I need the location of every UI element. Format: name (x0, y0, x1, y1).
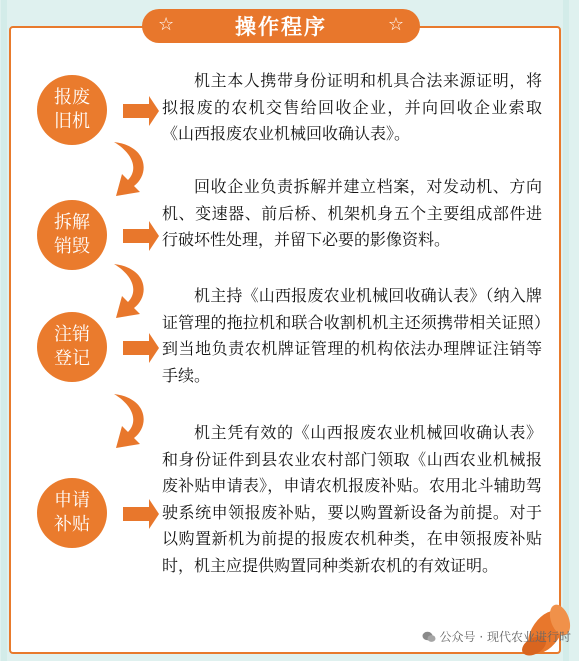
curved-arrow-icon (100, 262, 160, 322)
pointer-arrow-icon (123, 499, 159, 529)
step-label: 注销 (54, 324, 90, 345)
step-description: 机主凭有效的《山西报废农业机械回收确认表》和身份证件到县农业农村部门领取《山西农业机械报废补贴申请表》，申请农机报废补贴。农用北斗辅助驾驶系统申领报废补贴，要以购置新设备为前提。对于以购置新机为前提的报废农机种类，在申领报废补贴时，机主应提供购置同种类新农机的有效证明。 (162, 423, 542, 575)
step-badge-deregister (37, 312, 107, 382)
curved-arrow-icon (100, 392, 160, 452)
watermark (422, 628, 571, 645)
watermark-text: 公众号 · 现代农业进行时 (439, 630, 571, 644)
step-description: 回收企业负责拆解并建立档案，对发动机、方向机、变速器、前后桥、机架机身五个主要组成部件进行破坏性处理，并留下必要的影像资料。 (162, 177, 542, 249)
step-label: 拆解 (54, 212, 90, 233)
step-label: 旧机 (54, 111, 90, 132)
wechat-icon (422, 630, 436, 644)
curved-arrow-icon (100, 140, 160, 200)
step-badge-scrap (37, 75, 107, 145)
step-label: 销毁 (54, 236, 90, 257)
pointer-arrow-icon (123, 333, 159, 363)
decorative-leaves (516, 592, 576, 658)
step-label: 申请 (54, 490, 90, 511)
section-header (142, 9, 420, 43)
step-label: 登记 (54, 348, 90, 369)
pointer-arrow-icon (123, 96, 159, 126)
step-badge-dismantle (37, 200, 107, 270)
pointer-arrow-icon (123, 221, 159, 251)
star-icon: ☆ (387, 14, 404, 35)
step-description: 机主本人携带身份证明和机具合法来源证明，将拟报废的农机交售给回收企业，并向回收企业索取《山西报废农业机械回收确认表》。 (162, 71, 542, 143)
step-label: 补贴 (54, 514, 90, 535)
star-icon: ☆ (158, 14, 175, 35)
step-description: 机主持《山西报废农业机械回收确认表》（纳入牌证管理的拖拉机和联合收割机机主还须携带相关证照）到当地负责农机牌证管理的机构依法办理牌证注销等手续。 (162, 286, 542, 385)
step-badge-apply-subsidy (37, 478, 107, 548)
section-title: 操作程序 (235, 15, 327, 39)
step-label: 报废 (54, 87, 90, 108)
